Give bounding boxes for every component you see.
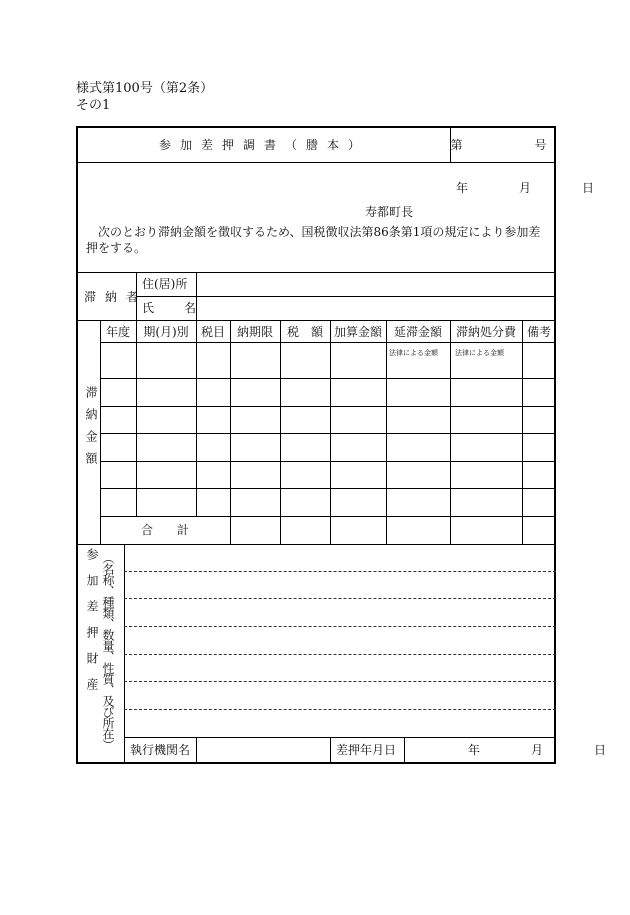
delinquency-note: 法律による金額 — [389, 349, 438, 357]
issuer-name: 寿都町長 — [365, 205, 414, 219]
col-due-date: 納期限 — [236, 325, 273, 339]
taxpayer-label: 滞納者 — [84, 290, 148, 304]
issue-date: 年 月 日 — [456, 181, 604, 195]
col-fiscal-year: 年度 — [105, 325, 130, 339]
seizure-record-form — [76, 126, 616, 764]
name-label: 氏 名 — [142, 301, 206, 315]
agency-label: 執行機関名 — [130, 743, 191, 757]
col-delinquency: 延滞金額 — [393, 325, 442, 339]
disposal-note: 法律による金額 — [455, 349, 504, 357]
col-disposal-cost: 滞納処分費 — [455, 325, 516, 339]
notice-text: 次のとおり滞納金額を徴収するため、国税徴収法第86条第1項の規定により参加差押をする。 — [86, 225, 541, 255]
col-additional: 加算金額 — [333, 325, 382, 339]
seizure-date-value: 年 月 日 — [468, 743, 616, 757]
form-title: 参加差押調書（謄本） — [158, 138, 369, 152]
amount-section-label: 滞納金額 — [84, 386, 98, 474]
property-section-label: 参加差押財産 — [85, 548, 99, 704]
col-tax-amount: 税 額 — [286, 325, 323, 339]
table-row — [100, 433, 556, 434]
table-row — [100, 488, 556, 489]
document-number: 第 号 — [450, 138, 556, 152]
form-number: 様式第100号（第2条） — [76, 81, 214, 96]
form-header — [76, 80, 213, 114]
table-row — [100, 406, 556, 407]
address-label: 住(居)所 — [142, 277, 188, 291]
table-row — [100, 378, 556, 379]
col-tax-item: 税目 — [200, 325, 225, 339]
property-section-sublabel: （名称、種類、数量、性質、及び所在） — [101, 552, 115, 750]
col-remarks: 備考 — [526, 325, 551, 339]
seizure-date-label: 差押年月日 — [336, 743, 397, 757]
table-row — [100, 461, 556, 462]
form-sub: その1 — [76, 98, 111, 113]
total-label: 合 計 — [140, 523, 189, 537]
col-period: 期(月)別 — [143, 325, 189, 339]
